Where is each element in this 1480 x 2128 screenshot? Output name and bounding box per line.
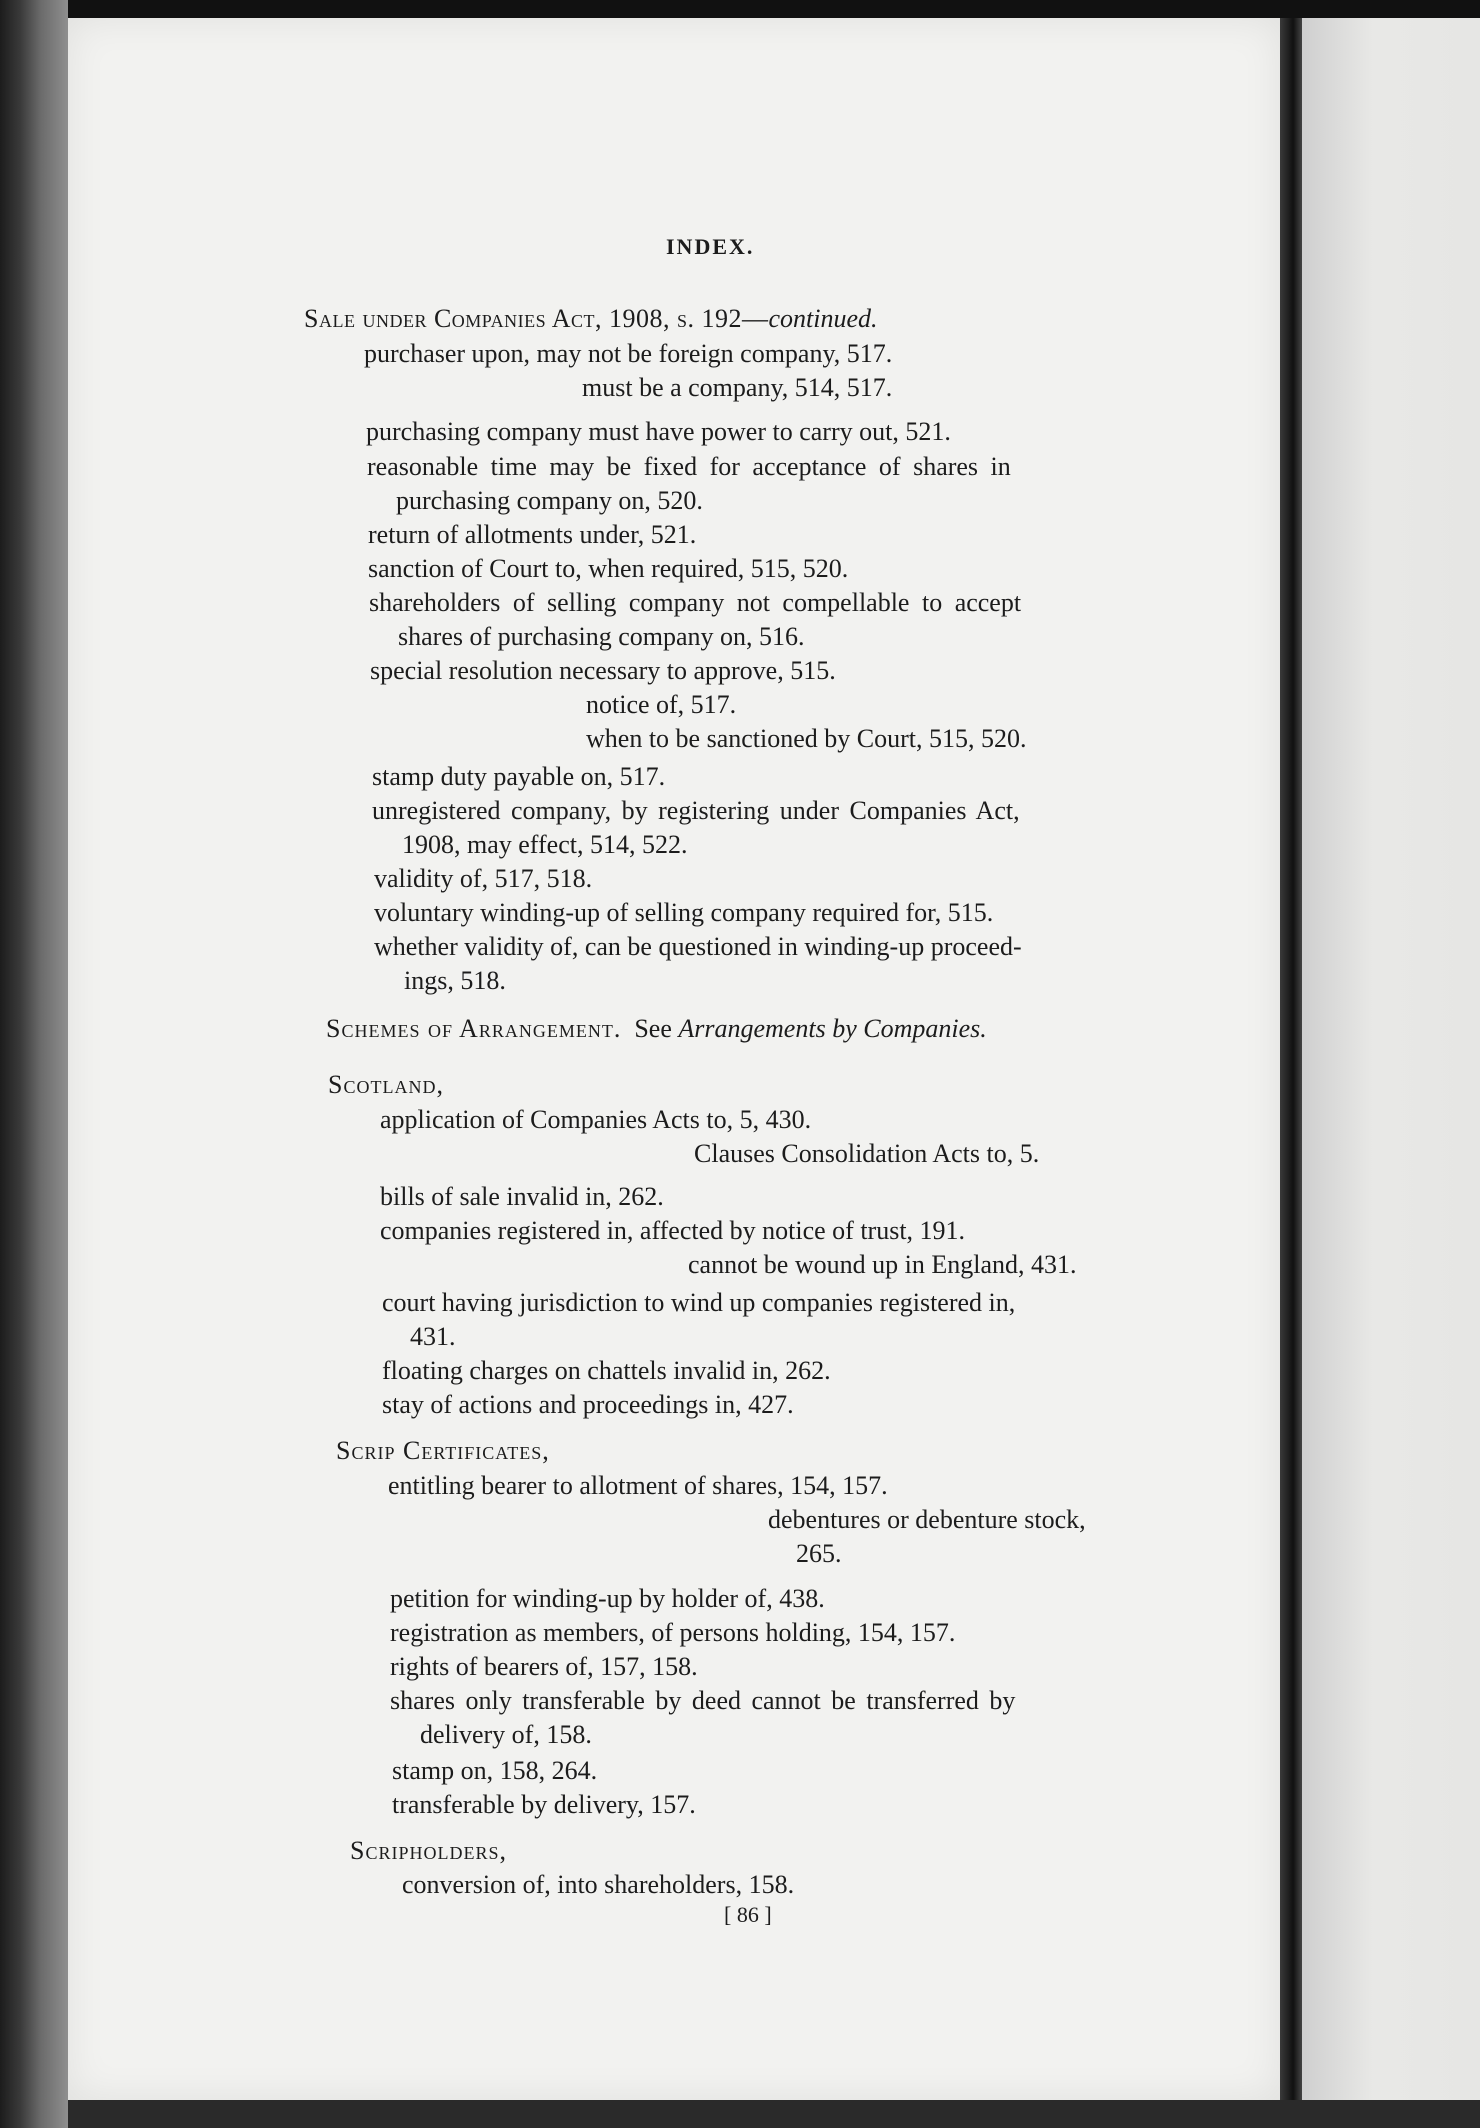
subentry: application of Companies Acts to, 5, 430. — [380, 1105, 812, 1134]
subentry-continuation: ings, 518. — [404, 966, 506, 995]
subentry: reasonable time may be fixed for acceptance of shares in — [367, 452, 1011, 481]
subentry: unregistered company, by registering under Companies Act, — [372, 796, 1020, 825]
page-content — [68, 18, 1280, 2100]
page-number: [ 86 ] — [724, 1902, 772, 1927]
index-heading-scripholders: Scripholders, — [350, 1836, 507, 1865]
subentry: sanction of Court to, when required, 515, 520. — [368, 554, 849, 583]
continued-note: continued. — [768, 304, 878, 333]
subentry: whether validity of, can be questioned in winding-up proceed- — [374, 932, 1022, 961]
facing-page-edge — [1302, 18, 1480, 2100]
subentry: court having jurisdiction to wind up companies registered in, — [382, 1288, 1016, 1317]
subentry: transferable by delivery, 157. — [392, 1790, 696, 1819]
subentry-continuation: 265. — [796, 1539, 842, 1568]
subentry: floating charges on chattels invalid in, 262. — [382, 1356, 831, 1385]
index-page — [68, 18, 1280, 2100]
subentry: rights of bearers of, 157, 158. — [390, 1652, 698, 1681]
index-heading-schemes — [326, 1014, 987, 1044]
subentry-continuation: delivery of, 158. — [420, 1720, 592, 1749]
cross-reference: Arrangements by Companies. — [678, 1014, 987, 1043]
see-text: See — [621, 1014, 679, 1043]
subentry-continuation: shares of purchasing company on, 516. — [398, 622, 805, 651]
subentry: purchasing company must have power to carry out, 521. — [366, 417, 951, 446]
book-gutter — [1280, 18, 1302, 2100]
index-heading-scotland: Scotland, — [328, 1070, 444, 1099]
subentry: voluntary winding-up of selling company required for, 515. — [374, 898, 994, 927]
subentry: must be a company, 514, 517. — [582, 373, 893, 402]
subentry: validity of, 517, 518. — [374, 864, 593, 893]
subentry: petition for winding-up by holder of, 438. — [390, 1584, 825, 1613]
subentry: entitling bearer to allotment of shares, 154, 157. — [388, 1471, 888, 1500]
subentry: Clauses Consolidation Acts to, 5. — [694, 1139, 1040, 1168]
subentry: bills of sale invalid in, 262. — [380, 1182, 664, 1211]
subentry: notice of, 517. — [586, 690, 737, 719]
subentry: companies registered in, affected by notice of trust, 191. — [380, 1216, 966, 1245]
subentry: stay of actions and proceedings in, 427. — [382, 1390, 794, 1419]
index-heading-scrip-certificates: Scrip Certificates, — [336, 1436, 550, 1465]
scan-top-border — [0, 0, 1480, 18]
heading-text: Sale under Companies Act, 1908, s. 192— — [304, 304, 769, 333]
subentry: shareholders of selling company not compellable to accept — [369, 588, 1022, 617]
subentry: debentures or debenture stock, — [768, 1505, 1086, 1534]
heading-text: Schemes of Arrangement. — [326, 1014, 622, 1043]
running-head: INDEX. — [666, 234, 755, 259]
subentry: stamp duty payable on, 517. — [372, 762, 666, 791]
subentry: shares only transferable by deed cannot be transferred by — [390, 1686, 1016, 1715]
subentry-continuation: purchasing company on, 520. — [396, 486, 703, 515]
subentry: purchaser upon, may not be foreign company, 517. — [364, 339, 893, 368]
subentry: return of allotments under, 521. — [368, 520, 697, 549]
subentry: registration as members, of persons holding, 154, 157. — [390, 1618, 956, 1647]
subentry: stamp on, 158, 264. — [392, 1756, 598, 1785]
subentry: conversion of, into shareholders, 158. — [402, 1870, 795, 1899]
subentry: special resolution necessary to approve, 515. — [370, 656, 836, 685]
subentry: when to be sanctioned by Court, 515, 520. — [586, 724, 1027, 753]
subentry-continuation: 431. — [410, 1322, 456, 1351]
book-page-edges — [0, 0, 68, 2128]
subentry-continuation: 1908, may effect, 514, 522. — [402, 830, 688, 859]
subentry: cannot be wound up in England, 431. — [688, 1250, 1077, 1279]
index-heading-sale — [304, 304, 878, 334]
